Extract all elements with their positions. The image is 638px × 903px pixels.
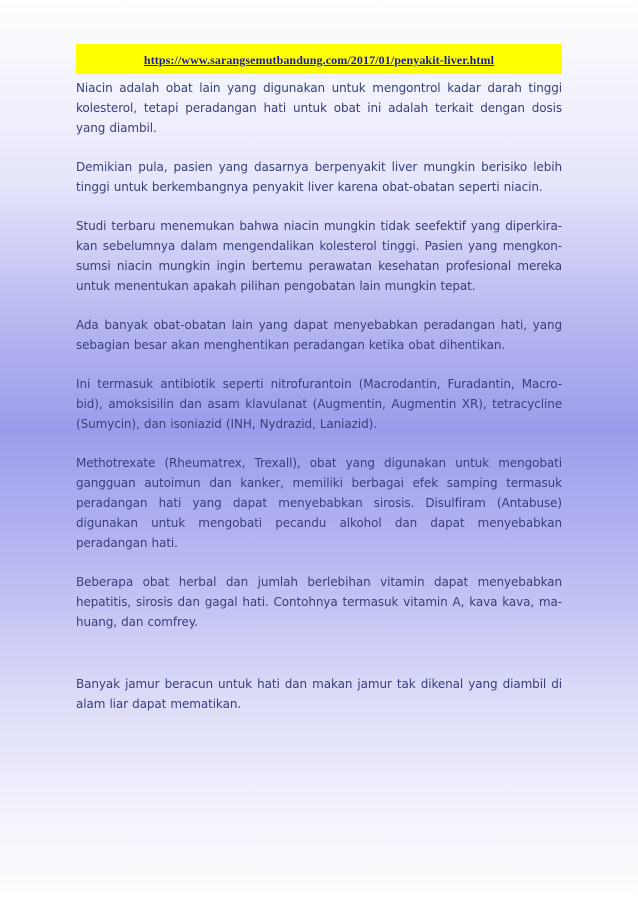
paragraph-herbal: Beberapa obat herbal dan jumlah berlebihan vitamin dapat menyebabkan hepatitis, sirosis dan gagal hati. Contohnya termasuk vitamin A, kava kava, ma-huang, dan comfrey. — [76, 575, 562, 629]
document-page — [76, 44, 562, 733]
url-banner — [76, 44, 562, 74]
article-body — [76, 78, 562, 714]
paragraph-mushrooms: Banyak jamur beracun untuk hati dan makan jamur tak dikenal yang diambil di alam liar dapat mematikan. — [76, 677, 562, 711]
paragraph-other-drugs: Ada banyak obat-obatan lain yang dapat menyebabkan peradangan hati, yang sebagian besar akan menghentikan peradangan ketika obat dihentikan. — [76, 318, 562, 352]
source-url-link[interactable]: https://www.sarangsemutbandung.com/2017/01/penyakit-liver.html — [143, 53, 495, 67]
paragraph-methotrexate: Methotrexate (Rheumatrex, Trexall), obat yang digunakan untuk mengobati gangguan autoimun dan kanker, memiliki berbagai efek samping termasuk peradangan hati yang dapat menyebabkan sirosis. Disulfiram (Antabuse) digunakan untuk mengobati pecandu alkohol dan dapat menyebabkan peradangan hati. — [76, 456, 562, 550]
paragraph-niacin-study: Studi terbaru menemukan bahwa niacin mungkin tidak seefektif yang diperkira-kan sebelumnya dalam mengendalikan kolesterol tinggi. Pasien yang mengkon-sumsi niacin mungkin ingin bertemu perawatan kesehatan profesional mereka untuk menentukan apakah pilihan pengobatan lain mungkin tepat. — [76, 219, 562, 293]
paragraph-antibiotics: Ini termasuk antibiotik seperti nitrofurantoin (Macrodantin, Furadantin, Macro-bid), amoksisilin dan asam klavulanat (Augmentin, Augmentin XR), tetracycline (Sumycin), dan isoniazid (INH, Nydrazid, Laniazid). — [76, 377, 562, 431]
paragraph-niacin-intro: Niacin adalah obat lain yang digunakan untuk mengontrol kadar darah tinggi kolesterol, tetapi peradangan hati untuk obat ini adalah terkait dengan dosis yang diambil. — [76, 81, 562, 135]
paragraph-liver-risk: Demikian pula, pasien yang dasarnya berpenyakit liver mungkin berisiko lebih tinggi untuk berkembangnya penyakit liver karena obat-obatan seperti niacin. — [76, 160, 562, 194]
